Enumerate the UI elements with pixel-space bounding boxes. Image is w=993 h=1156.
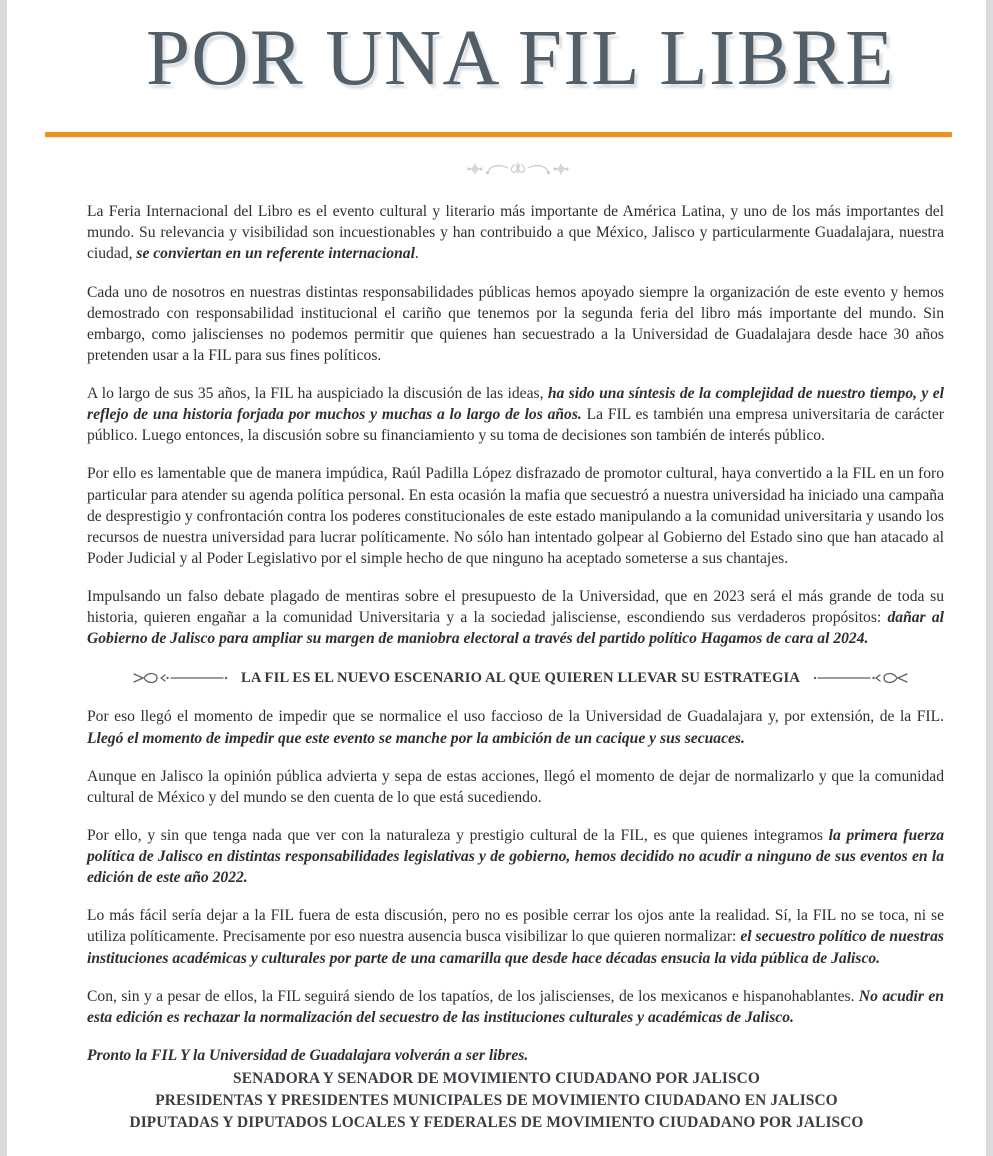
- flourish-right-icon: [810, 669, 910, 687]
- paragraph-11: [87, 1045, 944, 1066]
- text-run: Impulsando un falso debate plagado de mentiras sobre el presupuesto de la Universidad, que en 2023 será el más grande de toda su historia, quieren engañar a la comunidad Universitaria y a la sociedad jalisciense, escondiendo sus verdaderos propósitos:: [87, 588, 944, 627]
- text-run: A lo largo de sus 35 años, la FIL ha auspiciado la discusión de las ideas,: [87, 385, 548, 403]
- text-run: Aunque en Jalisco la opinión pública advierta y sepa de estas acciones, llegó el momento de dejar de normalizarlo y que la comunidad cultural de México y del mundo se den cuenta de lo que está sucediendo.: [87, 767, 944, 806]
- callout-text: LA FIL ES EL NUEVO ESCENARIO AL QUE QUIEREN LLEVAR SU ESTRATEGIA: [240, 669, 801, 686]
- signature-block: [7, 1068, 986, 1134]
- emphasis-run: Pronto la FIL Y la Universidad de Guadalajara volverán a ser libres.: [87, 1046, 529, 1064]
- page-title: POR UNA FIL LIBRE: [146, 15, 895, 102]
- text-run: La FIL es también una empresa universitaria de carácter público. Luego entonces, la discusión sobre su financiamiento y su toma de decisiones son también de interés público.: [87, 406, 944, 445]
- paragraph-5: [87, 586, 944, 649]
- signature-line-1: SENADORA Y SENADOR DE MOVIMIENTO CIUDADANO POR JALISCO: [233, 1070, 760, 1088]
- emphasis-run: No acudir en esta edición es rechazar la normalización del secuestro de las instituciones culturales y académicas de Jalisco.: [87, 987, 944, 1026]
- emphasis-run: ha sido una síntesis de la complejidad de nuestro tiempo, y el reflejo de una historia forjada por muchos y muchas a lo largo de los años.: [87, 385, 944, 424]
- paragraph-4: [87, 463, 944, 569]
- emphasis-run: Llegó el momento de impedir que este evento se manche por la ambición de un cacique y sus secuaces.: [87, 729, 745, 747]
- page-content: [7, 0, 986, 1156]
- text-run: Por eso llegó el momento de impedir que se normalice el uso faccioso de la Universidad de Guadalajara y, por extensión, de la FIL.: [87, 708, 944, 726]
- text-run: .: [414, 245, 419, 263]
- text-run: Por ello es lamentable que de manera impúdica, Raúl Padilla López disfrazado de promotor cultural, haya convertido a la FIL en un foro particular para atender su agenda política personal. En esta ocasión la mafia que secuestró a nuestra universidad ha iniciado una campaña de desprestigio y confrontación contra los poderes constitucionales de este estado manipulando a la comunidad universitaria y usando los recursos de nuestra universidad para lucrar políticamente. No sólo han intentado golpear al Gobierno del Estado sino que han atacado al Poder Judicial y al Poder Legislativo por el simple hecho de que ninguno ha aceptado someterse a sus chantajes.: [87, 465, 944, 567]
- paragraph-1: [87, 201, 944, 264]
- paragraph-2: [87, 282, 944, 367]
- emphasis-run: la primera fuerza política de Jalisco en distintas responsabilidades legislativas y de gobierno, hemos decidido no acudir a ninguno de sus eventos en la edición de este año 2022.: [87, 826, 945, 887]
- document-page: [7, 0, 986, 1156]
- paragraph-7: [87, 766, 944, 808]
- text-run: Cada uno de nosotros en nuestras distintas responsabilidades públicas hemos apoyado siempre la organización de este evento y hemos demostrado con responsabilidad institucional el cariño que tenemos por la segunda feria del libro más importante del mundo. Sin embargo, como jaliscienses no podemos permitir que quienes han secuestrado a la Universidad de Guadalajara desde hace 30 años pretenden usar a la FIL para sus fines políticos.: [87, 283, 944, 364]
- flourish-left-icon: [131, 669, 231, 687]
- paragraph-6: [87, 706, 944, 748]
- accent-rule-divider: [45, 132, 952, 137]
- paragraph-9: [87, 905, 944, 968]
- text-run: La Feria Internacional del Libro es el evento cultural y literario más importante de América Latina, y uno de los más importantes del mundo. Su relevancia y visibilidad son incuestionables y han contribuido a que México, Jalisco y particularmente Guadalajara, nuestra ciudad,: [87, 203, 944, 263]
- text-run: Por ello, y sin que tenga nada que ver con la naturaleza y prestigio cultural de la FIL, es que quienes integramos: [87, 826, 829, 844]
- emphasis-run: dañar al Gobierno de Jalisco para ampliar su margen de maniobra electoral a través del partido político Hagamos de cara al 2024.: [87, 609, 944, 648]
- paragraph-10: [87, 986, 944, 1028]
- paragraph-8: [87, 825, 944, 888]
- ornament-divider-icon: [87, 159, 948, 179]
- callout-heading: [87, 669, 944, 687]
- signature-line-2: PRESIDENTAS Y PRESIDENTES MUNICIPALES DE MOVIMIENTO CIUDADANO EN JALISCO: [155, 1092, 838, 1110]
- article-body: [87, 201, 948, 1066]
- masthead: [87, 0, 948, 100]
- signature-line-3: DIPUTADAS Y DIPUTADOS LOCALES Y FEDERALES DE MOVIMIENTO CIUDADANO POR JALISCO: [129, 1114, 864, 1132]
- text-run: Con, sin y a pesar de ellos, la FIL seguirá siendo de los tapatíos, de los jaliscienses, de los mexicanos e hispanohablantes.: [87, 987, 859, 1005]
- text-run: Lo más fácil sería dejar a la FIL fuera de esta discusión, pero no es posible cerrar los ojos ante la realidad. Sí, la FIL no se toca, ni se utiliza políticamente. Precisamente por eso nuestra ausencia busca visibilizar lo que quieren normalizar:: [87, 907, 944, 946]
- emphasis-run: el secuestro político de nuestras instituciones académicas y culturales por parte de una camarilla que desde hace décadas ensucia la vida pública de Jalisco.: [87, 928, 944, 967]
- paragraph-3: [87, 383, 944, 446]
- emphasis-run: se conviertan en un referente internacional: [136, 245, 415, 263]
